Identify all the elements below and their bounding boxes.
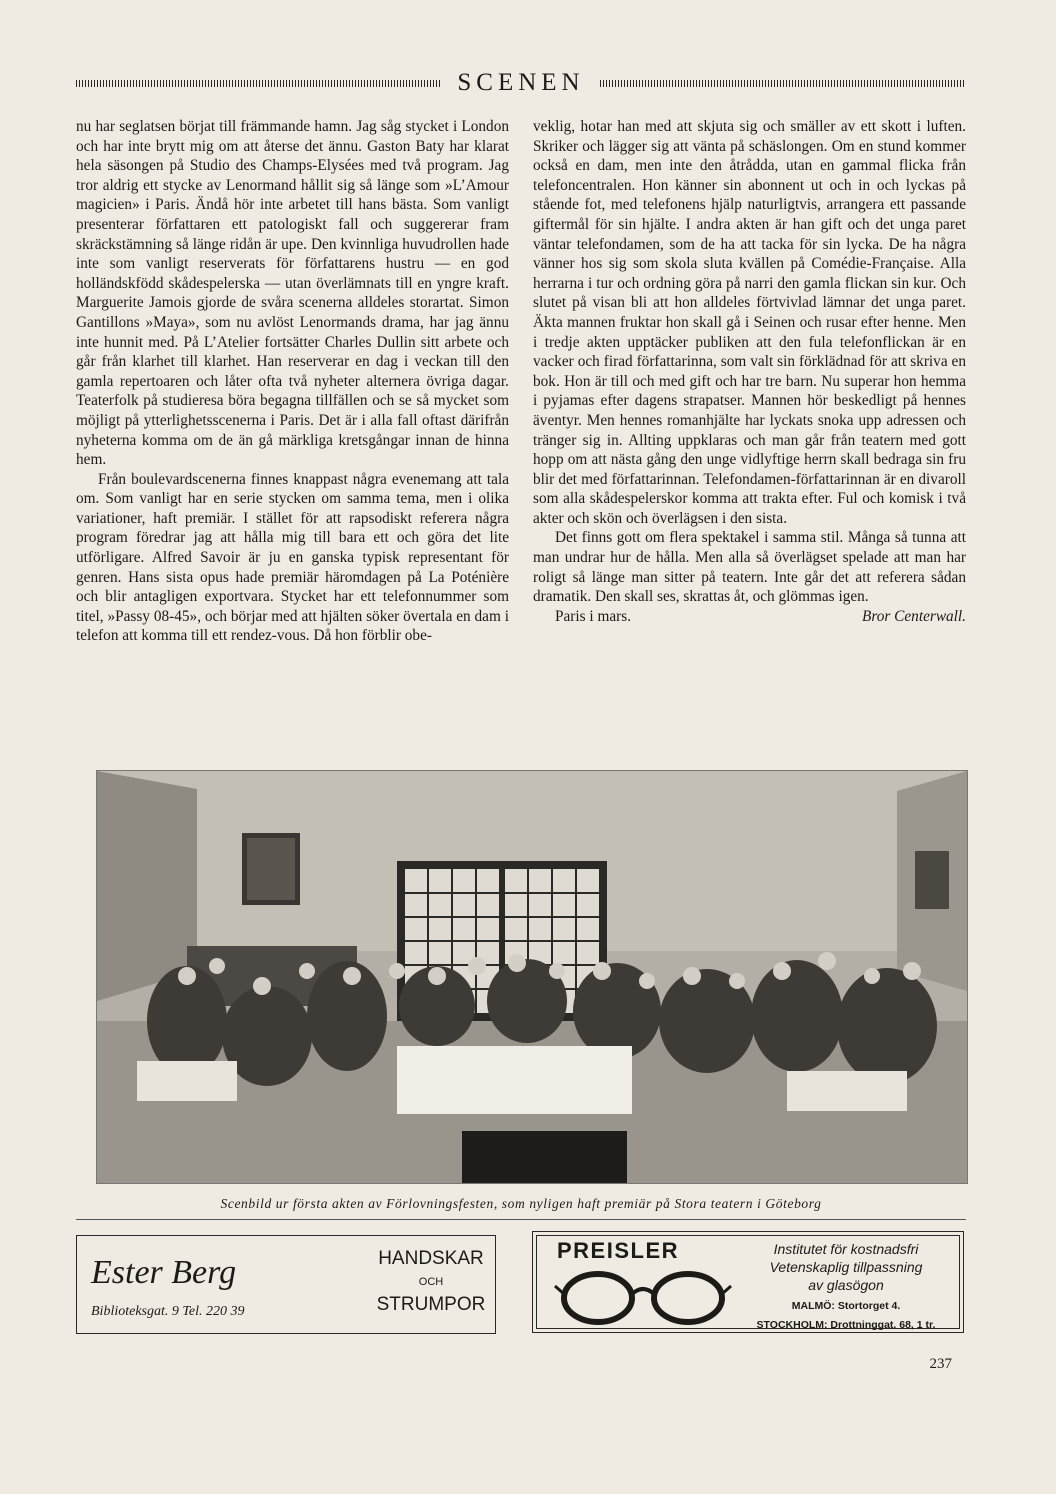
article-signoff (533, 607, 966, 627)
berg-goods (373, 1248, 489, 1316)
page-header (76, 66, 966, 100)
ester-berg-advertisement (76, 1235, 496, 1334)
article-column-left (76, 117, 509, 646)
eyeglasses-icon (553, 1266, 733, 1328)
berg-goods-line: HANDSKAR (378, 1248, 484, 1269)
article-paragraph: Det finns gott om flera spektakel i samma stil. Många så tunna att man undrar hur de hålla. Men alla så överlägset spelade att man har roligt så länge man sitter på teatern. Inte går det att referera sådan dramatik. Den skall ses, skrattas åt, och glömmas igen. (533, 529, 966, 606)
article-paragraph: Från boulevardscenerna finnes knappast några evenemang att tala om. Som vanligt har en serie stycken om samma tema, men i olika variationer, haft premiär. I stället för att rapsodiskt referera några program föredrar jag att hålla mig till bara ett och göra det lite utförligare. Alfred Savoir är ju en ganska typisk representant för genren. Hans sista opus hade premiär häromdagen på La Poténière och blir antagligen exportvara. Stycket har ett telefonnummer som titel, »Passy 08-45», och börjar med att hjälten söker övertala en dam i telefon att komma till ett rendez-vous. Då hon förblir obe- (76, 470, 509, 645)
header-rule-left (76, 80, 442, 87)
place-date: Paris i mars. (555, 607, 632, 625)
author-name: Bror Centerwall. (862, 607, 966, 625)
berg-address: Biblioteksgat. 9 Tel. 220 39 (91, 1304, 245, 1319)
preisler-slogan: Institutet för kostnadsfri (773, 1241, 919, 1257)
preisler-slogan: Vetenskaplig tillpassning (769, 1259, 923, 1275)
preisler-address-stockholm: STOCKHOLM: Drottninggat. 68, 1 tr. (756, 1319, 936, 1331)
preisler-slogan: av glasögon (808, 1277, 884, 1293)
article-paragraph: veklig, hotar han med att skjuta sig och smäller av ett skott i luften. Skriker och lägger sig att vänta på schäslongen. Om en stund kommer också en dam, men inte den åtrådda, utan en gammal flicka från telefoncentralen. Hon känner sin abonnent ut och in och lyckas på stående fot, med telefonens hjälp naturligtvis, arrangera ett passande giftermål för sin hjälte. I andra akten är han gift och det unga paret väntar telefondamen, som de ha att tacka för sin lycka. De ha några vänner hos sig som skola sluta kvällen på Comédie-Française. Alla herrarna i tur och ordning göra på narri den gamla flickan sin kur. Och slutet på visan bli att hon alldeles förtvivlad lämnar det unga paret. Äkta mannen fruktar hon skall gå i Seinen och rusar efter henne. Men i tredje akten upptäcker publiken att den fula telefonflickan är en vacker och firad författarinna, som valt sin förklädnad för att skriva en bok. Hon är till och med gift och har tre barn. Nu superar hon hemma i pyjamas efter dagens strapatser. Mannen hör beskedligt på hennes äventyr. Men hennes romanhjälte har lyckats snoka upp adressen och tränger sig in. Allting uppklaras och man går från teatern med gott hopp om att nästa gång den unge vidlyftige herrn skall bedraga sin fru blir det med författarinnan. Telefondamen-författarinnan är en divaroll som alla skådespelerskor komma att trakta efter. Ful och komisk i två akter och skön och överlägsen i den sista. (533, 118, 966, 527)
stage-photo (96, 770, 968, 1184)
preisler-brand-name: PREISLER (557, 1238, 680, 1263)
berg-goods-line: OCH (418, 1276, 444, 1288)
berg-brand-name: Ester Berg (91, 1254, 237, 1291)
ad-divider (76, 1219, 966, 1220)
article-paragraph: nu har seglatsen börjat till främmande hamn. Jag såg stycket i London och har inte brytt mig om att återse det ännu. Gaston Baty har klarat hela säsongen på Studio des Champs-Elysées med två program. Jag tror aldrig ett stycke av Lenormand hållit sig så länge som »L’Amour magicien» i Paris. Ändå hör inte arbetet till hans bästa. Som vanligt presenterar författaren ett patologiskt fall och suggererar fram skräckstämning så länge ridån är upe. Den kvinnliga huvudrollen hade inte som vanligt reserverats för författarens hustru — en god holländskfödd skådespelerska — utan överlämnats till en yngre kraft. Marguerite Jamois gjorde de svåra scenerna alldeles storartat. Simon Gantillons »Maya», som nu avlöst Lenormands drama, har jag ännu inte hunnit med. På L’Atelier fortsätter Charles Dullin sitt arbete och går från klarhet till klarhet. Han reserverar en dag i veckan till den gamla repertoaren och låter ofta två nyheter alternera övriga dagar. Teaterfolk på studieresa böra begagna tillfällen och se så mycket som möjligt på ytterlighetsscenerna i Paris. Det är i alla fall oftast därifrån nyheterna komma om de än gå märkliga kretsgångar innan de hinna hem. (76, 118, 509, 469)
preisler-advertisement (532, 1231, 964, 1333)
photo-caption: Scenbild ur första akten av Förlovningsfesten, som nyligen haft premiär på Stora teatern i Göteborg (220, 1196, 822, 1211)
article-column-right (533, 117, 966, 626)
header-rule-right (600, 80, 966, 87)
page-number: 237 (929, 1356, 952, 1372)
preisler-address-malmo: MALMÖ: Stortorget 4. (791, 1300, 901, 1312)
preisler-text-block (741, 1240, 951, 1332)
berg-goods-line: STRUMPOR (376, 1294, 486, 1315)
section-title: SCENEN (457, 69, 585, 96)
stage-scene-illustration (97, 771, 967, 1183)
